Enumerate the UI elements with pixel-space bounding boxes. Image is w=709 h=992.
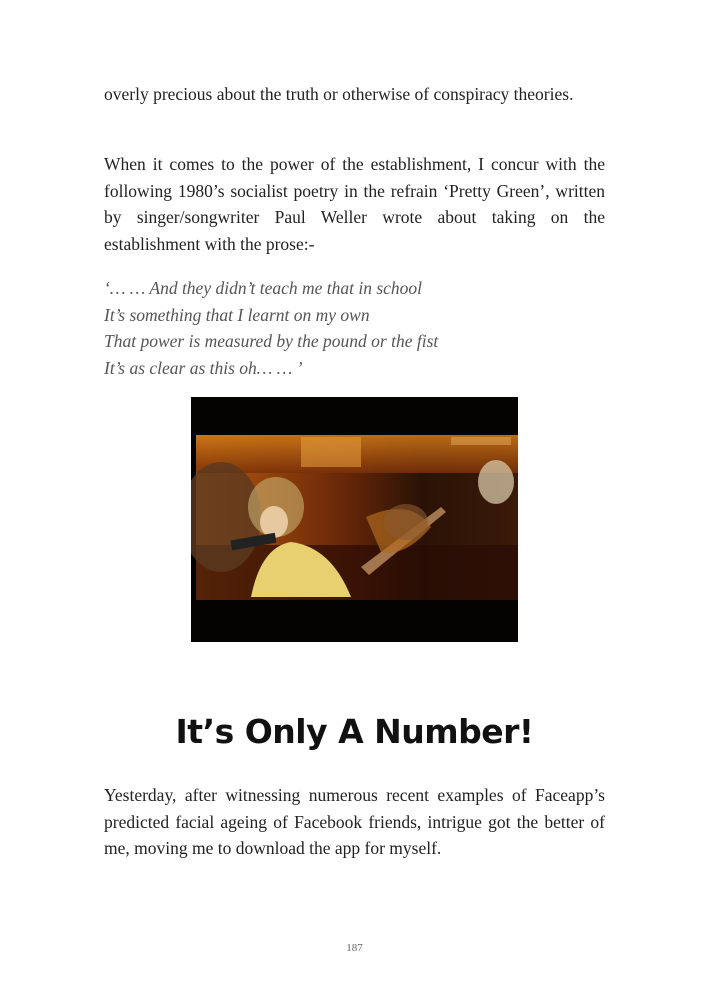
quote-line: It’s as clear as this oh… … ’ [104, 357, 303, 378]
quote-line: That power is measured by the pound or the fist [104, 331, 439, 351]
paragraph-text: overly precious about the truth or otherwise of conspiracy theories. [104, 84, 574, 104]
page-number: 187 [346, 942, 363, 954]
paragraph-text: When it comes to the power of the establishment, I concur with the following 1980’s socialist poetry in the refrain ‘Pretty Green’, written by singer/songwriter Paul Weller wrote about taking on the establishment with the prose:- [104, 154, 605, 254]
paragraph-faceapp [104, 782, 605, 862]
paragraph-text: Yesterday, after witnessing numerous recent examples of Faceapp’s predicted facial ageing of Facebook friends, intrigue got the better of me, moving me to download the app for myself. [104, 785, 605, 858]
quote-line: ‘… … And they didn’t teach me that in school [104, 278, 423, 298]
paragraph-conspiracy [104, 81, 605, 108]
section-heading: It’s Only A Number! [175, 712, 534, 751]
paragraph-establishment [104, 151, 605, 257]
lyrics-quote [104, 275, 605, 381]
concert-photo [191, 397, 518, 642]
quote-line: It’s something that I learnt on my own [104, 304, 370, 325]
